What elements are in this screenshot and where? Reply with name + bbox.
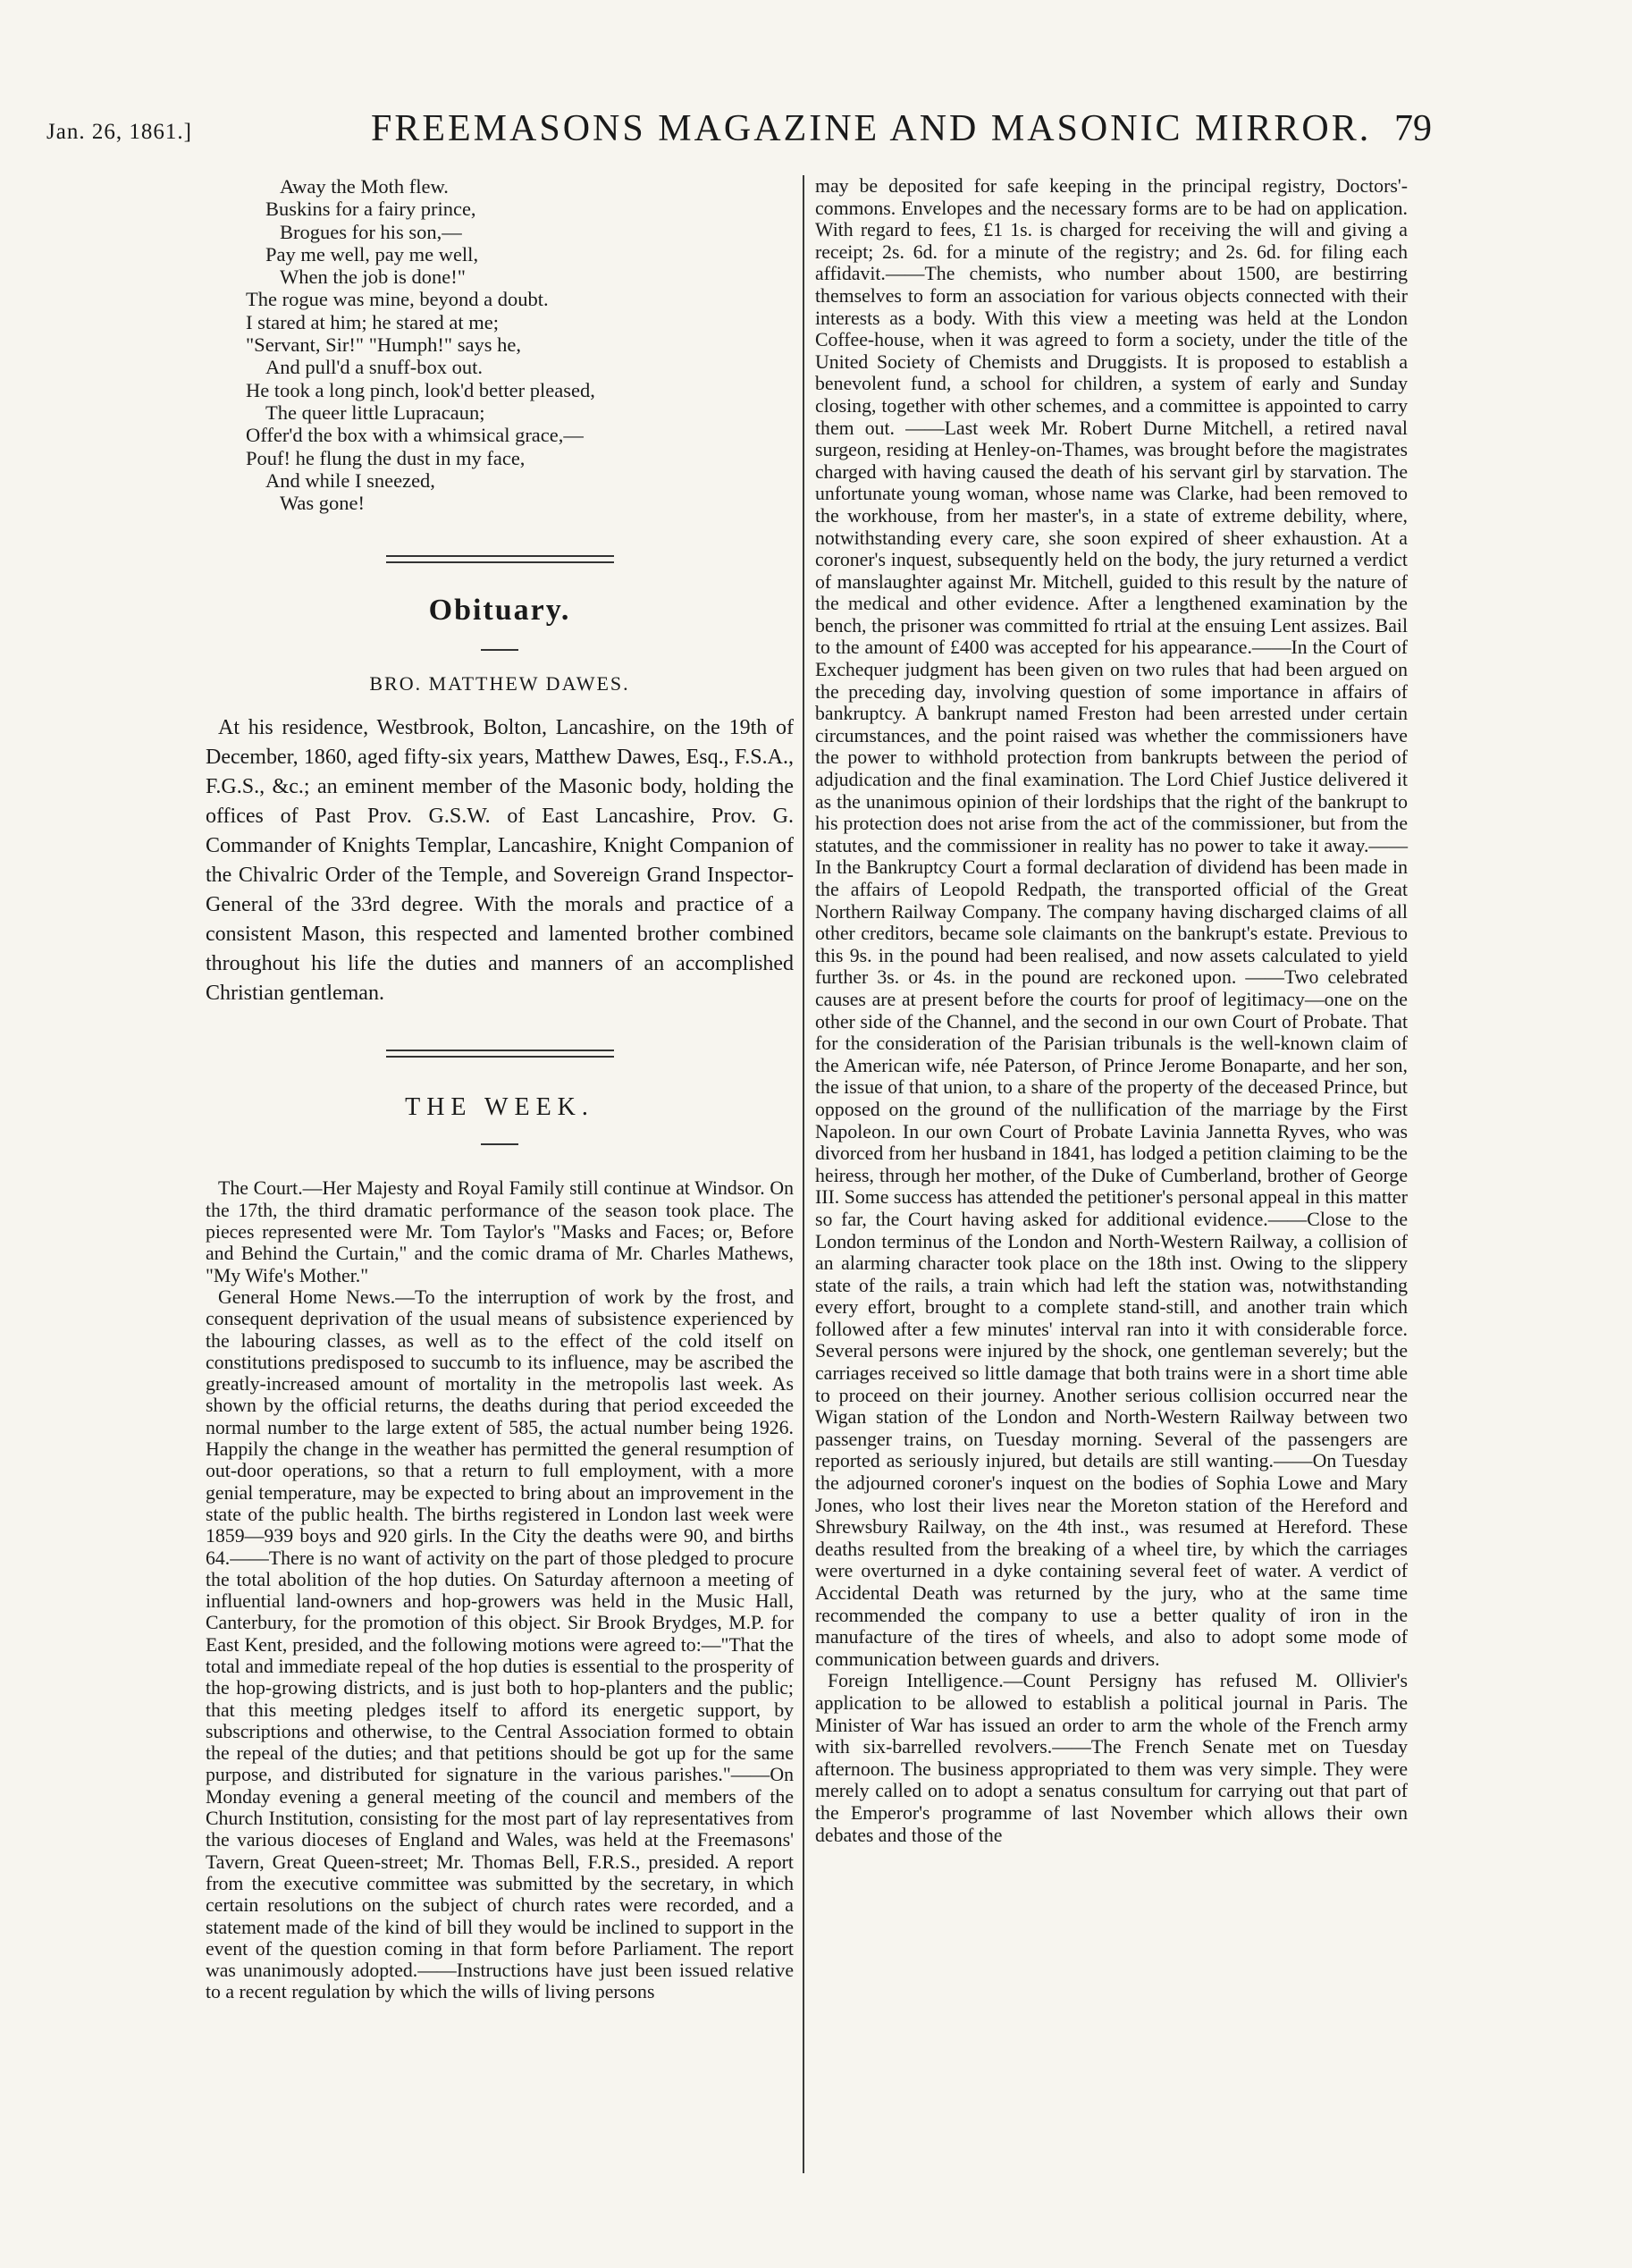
poem-line: When the job is done!" bbox=[280, 266, 466, 289]
poem-line: And pull'd a snuff-box out. bbox=[265, 356, 483, 379]
court-paragraph: The Court.—Her Majesty and Royal Family still continue at Windsor. On the 17th, the third dramatic performance of the season took place. The pieces represented were Mr. Tom Taylor's "Masks and Faces; or, Before and Behind the Curtain," and the comic drama of Mr. Charles Mathews, "My Wife's Mother." bbox=[206, 1177, 794, 1286]
issue-date: Jan. 26, 1861.] bbox=[46, 120, 192, 144]
poem-line: Pay me well, pay me well, bbox=[265, 242, 479, 266]
right-column bbox=[815, 175, 1408, 1846]
poem-line: I stared at him; he stared at me; bbox=[246, 310, 500, 333]
poem-line: Pouf! he flung the dust in my face, bbox=[246, 446, 526, 469]
poem-line: Offer'd the box with a whimsical grace,— bbox=[246, 424, 584, 447]
poem-line: "Servant, Sir!" "Humph!" says he, bbox=[246, 333, 521, 357]
short-rule bbox=[481, 649, 518, 651]
left-column bbox=[206, 175, 794, 2003]
poem bbox=[246, 175, 794, 514]
poem-line: And while I sneezed, bbox=[265, 468, 435, 492]
poem-line: He took a long pinch, look'd better pleased, bbox=[246, 378, 595, 401]
obituary-body bbox=[206, 713, 794, 1008]
obituary-text: At his residence, Westbrook, Bolton, Lancashire, on the 19th of December, 1860, aged fifty-six years, Matthew Dawes, Esq., F.S.A., F.G.S., &c.; an eminent member of the Masonic body, holding the offices of Past Prov. G.S.W. of East Lancashire, Prov. G. Commander of Knights Templar, Lancashire, Knight Companion of the Chivalric Order of the Temple, and Sovereign Grand Inspector-General of the 33rd degree. With the morals and practice of a consistent Mason, this respected and lamented brother combined throughout his life the duties and manners of an accomplished Christian gentleman. bbox=[206, 716, 794, 1006]
obituary-subhead: BRO. MATTHEW DAWES. bbox=[369, 672, 630, 696]
home-news-paragraph: General Home News.—To the interruption of work by the frost, and consequent deprivation of the usual means of subsistence experienced by the labouring classes, as well as to the effect of the cold itself on constitutions predisposed to succumb to its influence, may be ascribed the greatly-increased amount of mortality in the metropolis last week. As shown by the official returns, the deaths during that period exceeded the normal number to the large extent of 585, the actual number being 1926. Happily the change in the weather has permitted the general resumption of out-door operations, so that a return to full employment, with a more genial temperature, may be expected to bring about an improvement in the state of the public health. The births registered in London last week were 1859—939 boys and 920 girls. In the City the deaths were 90, and births 64.——There is no want of activity on the part of those pledged to procure the total abolition of the hop duties. On Saturday afternoon a meeting of influential land-owners and hop-growers was held in the Music Hall, Canterbury, for the promotion of this object. Sir Brook Brydges, M.P. for East Kent, presided, and the following motions were agreed to:—"That the total and immediate repeal of the hop duties is essential to the prosperity of the hop-growing districts, and is just both to hop-planters and the public; that this meeting pledges itself to afford its energetic support, by subscriptions and otherwise, to the Central Association formed to obtain the repeal of the duties; and that petitions should be got up for the same purpose, and distributed for signature in the various parishes."——On Monday evening a general meeting of the council and members of the Church Institution, consisting for the most part of lay representatives from the various dioceses of England and Wales, was held at the Freemasons' Tavern, Great Queen-street; Mr. Thomas Bell, F.R.S., presided. A report from the executive committee was submitted by the secretary, in which certain resolutions on the subject of church rates were recorded, and a statement made of the kind of bill they would be inclined to support in the event of the question coming in that form before Parliament. The report was unanimously adopted.——Instructions have just been issued relative to a recent regulation by which the wills of living persons bbox=[206, 1286, 794, 2003]
column-divider bbox=[803, 175, 804, 2173]
foreign-intelligence-paragraph: Foreign Intelligence.—Count Persigny has refused M. Ollivier's application to be allowed to establish a political journal in Paris. The Minister of War has issued an order to arm the whole of the French army with six-barrelled revolvers.——The French Senate met on Tuesday afternoon. The business appropriated to them was very simple. They were merely called on to adopt a senatus consultum for carrying out that part of the Emperor's programme of last November which allows their own debates and those of the bbox=[815, 1670, 1408, 1846]
poem-line: The queer little Lupracaun; bbox=[265, 400, 485, 424]
section-divider bbox=[386, 555, 614, 563]
short-rule bbox=[481, 1143, 518, 1145]
running-header bbox=[0, 105, 1632, 159]
week-heading: THE WEEK. bbox=[405, 1093, 594, 1122]
section-divider bbox=[386, 1050, 614, 1058]
right-column-body bbox=[815, 175, 1408, 1846]
poem-line: Brogues for his son,— bbox=[280, 220, 462, 243]
page-number: 79 bbox=[1394, 108, 1432, 149]
poem-line: Away the Moth flew. bbox=[280, 175, 449, 198]
poem-line: Buskins for a fairy prince, bbox=[265, 198, 476, 221]
poem-line: The rogue was mine, beyond a doubt. bbox=[246, 288, 549, 311]
news-paragraph: may be deposited for safe keeping in the principal registry, Doctors'-commons. Envelopes and the necessary forms are to be had on application. With regard to fees, £1 1s. is charged for receiving the will and giving a receipt; 2s. 6d. for a minute of the registry; and 2s. 6d. for filing each affidavit.——The chemists, who number about 1500, are bestirring themselves to form an association for various objects connected with their interests as a body. With this view a meeting was held at the London Coffee-house, when it was agreed to form a society, under the title of the United Society of Chemists and Druggists. It is proposed to establish a benevolent fund, a school for children, a system of early and Sunday closing, together with other schemes, and a committee is appointed to carry them out. ——Last week Mr. Robert Durne Mitchell, a retired naval surgeon, residing at Henley-on-Thames, was brought before the magistrates charged with having caused the death of his servant girl by starvation. The unfortunate young woman, whose name was Clarke, had been removed to the workhouse, from her master's, in a state of extreme debility, where, notwithstanding every care, she soon expired of sheer exhaustion. At a coroner's inquest, subsequently held on the body, the jury returned a verdict of manslaughter against Mr. Mitchell, guided to this result by the nature of the medical and other evidence. After a lengthened examination by the bench, the prisoner was committed fo rtrial at the ensuing Lent assizes. Bail to the amount of £400 was accepted for his appearance.——In the Court of Exchequer judgment has been given on two rules that had been argued on the preceding day, involving question of some importance in affairs of bankruptcy. A bankrupt named Freston had been arrested under certain circumstances, and the point raised was whether the commissioners have the power to withhold protection from bankrupts between the period of adjudication and the final examination. The Lord Chief Justice delivered it as the unanimous opinion of their lordships that the right of the bankrupt to his protection does not arise from the act of the commissioner, but from the statutes, and the commissioner in reality has no power to take it away.——In the Bankruptcy Court a formal declaration of dividend has been made in the affairs of Leopold Redpath, the transported official of the Great Northern Railway Company. The company having discharged claims of all other creditors, became sole claimants on the bankrupt's estate. Previous to this 9s. in the pound had been realised, and now assets calculated to yield further 3s. or 4s. in the pound are reckoned upon. ——Two celebrated causes are at present before the courts for proof of legitimacy—one on the other side of the Channel, and the second in our own Court of Probate. That for the consideration of the Parisian tribunals is the well-known claim of the American wife, née Paterson, of Prince Jerome Bonaparte, and her son, the issue of that union, to a share of the property of the deceased Prince, but opposed on the ground of the nullification of the marriage by the First Napoleon. In our own Court of Probate Lavinia Jannetta Ryves, who was divorced from her husband in 1841, has lodged a petition claiming to be the heiress, through her mother, of the Duke of Cumberland, brother of George III. Some success has attended the petitioner's personal appeal in this matter so far, the Court having asked for additional evidence.——Close to the London terminus of the London and North-Western Railway, a collision of an alarming character took place on the 18th inst. Owing to the slippery state of the rails, a train which had left the station was, notwithstanding every effort, brought to a complete stand-still, and another train which followed after a few minutes' interval ran into it with considerable force. Several persons were injured by the shock, one gentleman severely; but the carriages received so little damage that both trains were in a short time able to proceed on their journey. Another serious collision occurred near the Wigan station of the London and North-Western Railway between two passenger trains, on Tuesday morning. Several of the passengers are reported as seriously injured, but details are still wanting.——On Tuesday the adjourned coroner's inquest on the bodies of Sophia Lowe and Mary Jones, who lost their lives near the Moreton station of the Hereford and Shrewsbury Railway, on the 4th inst., was resumed at Hereford. These deaths resulted from the breaking of a wheel tire, by which the carriages were overturned in a dyke containing several feet of water. A verdict of Accidental Death was returned by the jury, who at the same time recommended the company to use a better quality of iron in the manufacture of the tires of wheels, and also to adopt some mode of communication between guards and drivers. bbox=[815, 175, 1408, 1670]
poem-line: Was gone! bbox=[280, 492, 366, 515]
magazine-title: FREEMASONS MAGAZINE AND MASONIC MIRROR. bbox=[371, 108, 1372, 149]
week-body bbox=[206, 1177, 794, 2002]
obituary-heading: Obituary. bbox=[428, 594, 571, 628]
